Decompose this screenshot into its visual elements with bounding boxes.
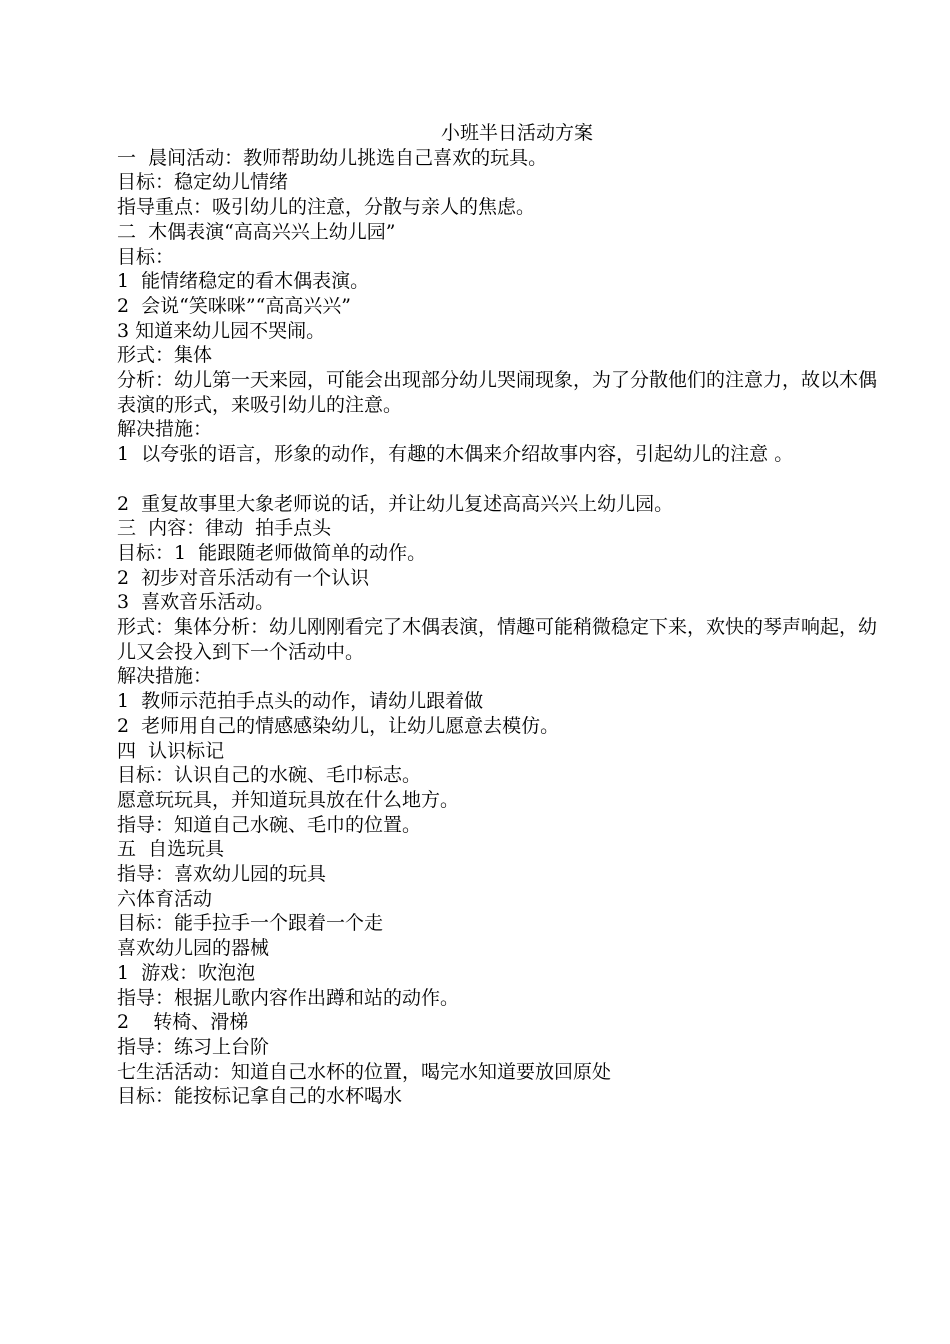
text-line: 五 自选玩具: [117, 838, 225, 861]
text-line: 目标：认识自己的水碗、毛巾标志。: [117, 764, 422, 787]
text-line: 1 游戏：吹泡泡: [117, 961, 256, 984]
text-line: 2 老师用自己的情感感染幼儿，让幼儿愿意去模仿。: [117, 714, 560, 737]
text-line: 七生活活动：知道自己水杯的位置，喝完水知道要放回原处: [117, 1060, 612, 1083]
text-line: 3 喜欢音乐活动。: [117, 591, 275, 614]
text-line: 2 转椅、滑梯: [117, 1011, 249, 1034]
text-line: 喜欢幼儿园的器械: [117, 937, 270, 960]
text-line: 六体育活动: [117, 887, 213, 910]
text-line: 3 知道来幼儿园不哭闹。: [117, 319, 326, 342]
text-line: 形式：集体分析：幼儿刚刚看完了木偶表演，情趣可能稍微稳定下来，欢快的琴声响起，幼儿又会投入到下一个活动中。: [117, 616, 878, 663]
text-line: 指导：练习上台阶: [117, 1036, 270, 1058]
text-line: 分析：幼儿第一天来园，可能会出现部分幼儿哭闹现象，为了分散他们的注意力，故以木偶表演的形式，来吸引幼儿的注意。: [117, 369, 878, 416]
text-line: 1 能情绪稳定的看木偶表演。: [117, 270, 370, 293]
document-body: [117, 121, 877, 1109]
text-line: 目标：稳定幼儿情绪: [117, 171, 289, 194]
text-line: 目标：能手拉手一个跟着一个走: [117, 912, 384, 935]
blank-line: [117, 467, 877, 492]
text-line: 1 以夸张的语言，形象的动作，有趣的木偶来介绍故事内容，引起幼儿的注意 。: [117, 443, 794, 466]
text-line: 三 内容：律动 拍手点头: [117, 517, 332, 540]
document-title: 小班半日活动方案: [440, 122, 593, 144]
text-line: 1 教师示范拍手点头的动作，请幼儿跟着做: [117, 690, 484, 713]
text-line: 指导：根据儿歌内容作出蹲和站的动作。: [117, 986, 460, 1009]
text-line: 指导：知道自己水碗、毛巾的位置。: [117, 813, 422, 836]
text-line: 目标：能按标记拿自己的水杯喝水: [117, 1085, 403, 1108]
text-line: 指导：喜欢幼儿园的玩具: [117, 863, 327, 886]
text-line: 二 木偶表演“高高兴兴上幼儿园”: [117, 220, 396, 243]
text-line: 解决措施：: [117, 665, 213, 688]
text-line: 解决措施：: [117, 418, 213, 441]
text-line: 目标：: [117, 245, 175, 268]
text-line: 一 晨间活动：教师帮助幼儿挑选自己喜欢的玩具。: [117, 146, 548, 169]
text-line: 形式：集体: [117, 344, 213, 367]
text-line: 愿意玩玩具，并知道玩具放在什么地方。: [117, 788, 460, 811]
text-line: 2 初步对音乐活动有一个认识: [117, 566, 370, 589]
text-line: 2 重复故事里大象老师说的话，并让幼儿复述高高兴兴上幼儿园。: [117, 492, 674, 515]
text-line: 指导重点：吸引幼儿的注意，分散与亲人的焦虑。: [117, 196, 536, 219]
text-line: 目标：1 能跟随老师做简单的动作。: [117, 541, 427, 564]
text-line: 四 认识标记: [117, 739, 225, 762]
text-line: 2 会说“笑咪咪”“高高兴兴”: [117, 294, 352, 317]
